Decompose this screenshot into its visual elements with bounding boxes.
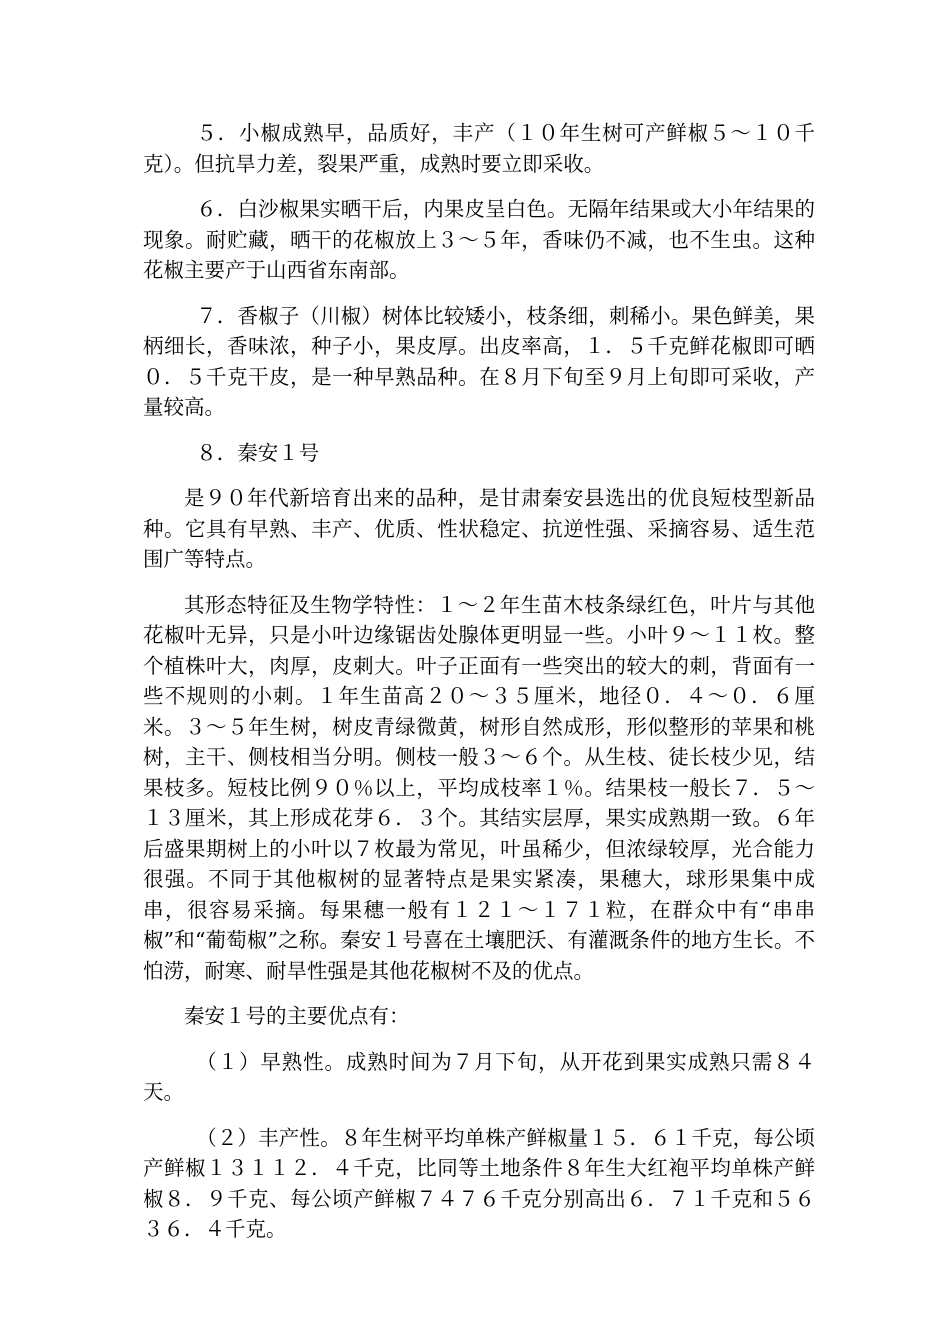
paragraph-variety-5: ５．小椒成熟早，品质好，丰产（１０年生树可产鲜椒５～１０千克）。但抗旱力差，裂果严重，成熟时要立即采收。	[143, 121, 815, 176]
paragraph-variety-6: ６．白沙椒果实晒干后，内果皮呈白色。无隔年结果或大小年结果的现象。耐贮藏，晒干的花椒放上３～５年，香味仍不减，也不生虫。这种花椒主要产于山西省东南部。	[143, 197, 815, 282]
paragraph-qinan-features: 其形态特征及生物学特性：１～２年生苗木枝条绿红色，叶片与其他花椒叶无异，只是小叶边缘锯齿处腺体更明显一些。小叶９～１１枚。整个植株叶大，肉厚，皮刺大。叶子正面有一些突出的较大的刺，背面有一些不规则的小刺。１年生苗高２０～３５厘米，地径０．４～０．６厘米。３～５年生树，树皮青绿微黄，树形自然成形，形似整形的苹果和桃树，主干、侧枝相当分明。侧枝一般３～６个。从生枝、徒长枝少见，结果枝多。短枝比例９０％以上，平均成枝率１％。结果枝一般长７．５～１３厘米，其上形成花芽６．３个。其结实层厚，果实成熟期一致。６年后盛果期树上的小叶以７枚最为常见，叶虽稀少，但浓绿较厚，光合能力很强。不同于其他椒树的显著特点是果实紧凑，果穗大，球形果集中成串，很容易采摘。每果穗一般有１２１～１７１粒，在群众中有“串串椒”和“葡萄椒”之称。秦安１号喜在土壤肥沃、有灌溉条件的地方生长。不怕涝，耐寒、耐旱性强是其他花椒树不及的优点。	[143, 592, 815, 983]
paragraph-qinan-intro: 是９０年代新培育出来的品种，是甘肃秦安县选出的优良短枝型新品种。它具有早熟、丰产、优质、性状稳定、抗逆性强、采摘容易、适生范围广等特点。	[143, 486, 815, 571]
document-page	[143, 118, 815, 1260]
paragraph-qinan-advantages-heading: 秦安１号的主要优点有：	[184, 1004, 410, 1028]
heading-variety-8: ８．秦安１号	[196, 440, 320, 465]
paragraph-advantage-1: （１）早熟性。成熟时间为７月下旬，从开花到果实成熟只需８４天。	[143, 1049, 815, 1104]
paragraph-advantage-2: （２）丰产性。８年生树平均单株产鲜椒量１５．６１千克，每公顷产鲜椒１３１１２．４千克，比同等土地条件８年生大红袍平均单株产鲜椒８．９千克、每公顷产鲜椒７４７６千克分别高出６．７１千克和５６３６．４千克。	[143, 1125, 815, 1241]
paragraph-variety-7: ７．香椒子（川椒）树体比较矮小，枝条细，刺稀小。果色鲜美，果柄细长，香味浓，种子小，果皮厚。出皮率高，１．５千克鲜花椒即可晒０．５千克干皮，是一种早熟品种。在８月下旬至９月上旬即可采收，产量较高。	[143, 303, 815, 419]
